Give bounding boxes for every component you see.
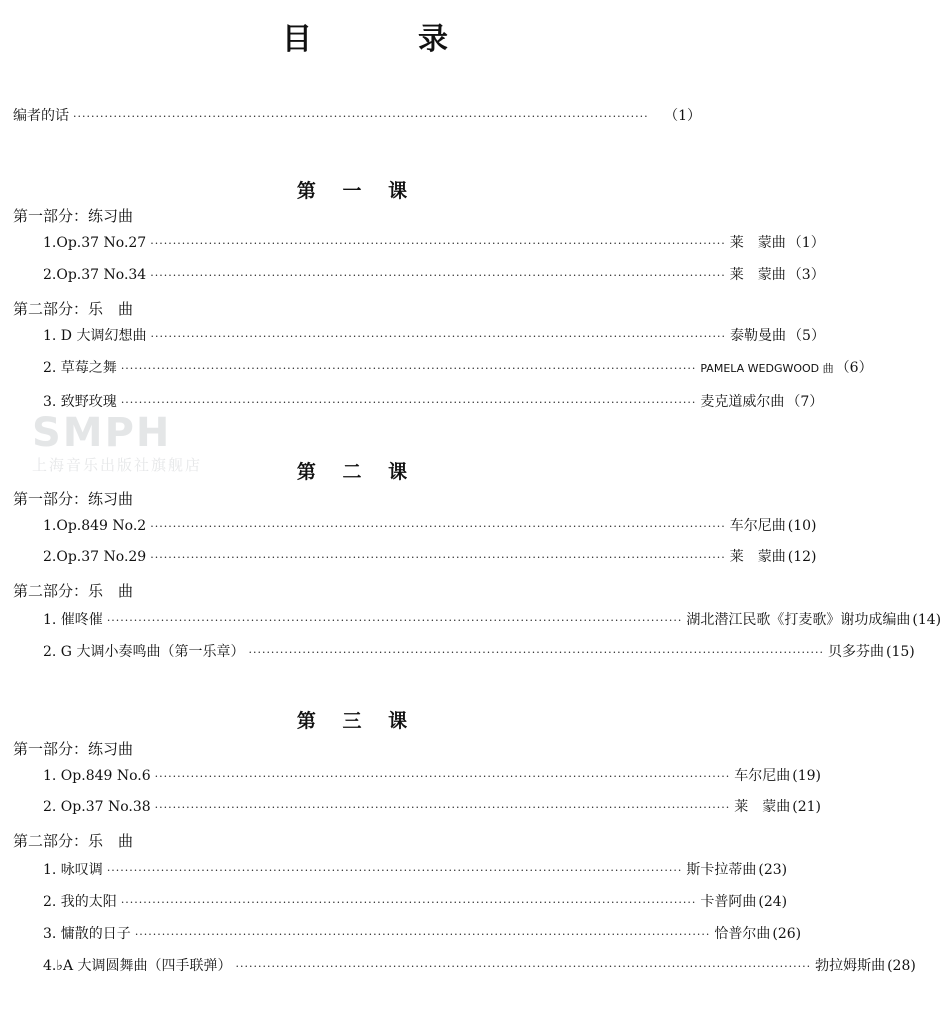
entry-page: （6） <box>835 360 873 376</box>
toc-entry <box>43 358 873 378</box>
dot-leader: ································································································································ <box>154 770 731 783</box>
entry-page: （3） <box>787 267 825 283</box>
dot-leader: ································································································································ <box>120 362 697 375</box>
entry-composer: 勃拉姆斯曲 <box>815 958 886 974</box>
entry-page: (19) <box>792 768 821 784</box>
dot-leader: ································································································································ <box>150 330 727 343</box>
toc-entry <box>43 892 788 912</box>
part-heading: 第一部分：练习曲 <box>13 207 134 225</box>
entry-composer: 湖北潜江民歌《打麦歌》谢功成编曲 <box>686 612 911 628</box>
dot-leader: ································································································································ <box>106 614 683 627</box>
part-heading: 第二部分：乐 曲 <box>13 300 134 318</box>
entry-page: (21) <box>792 799 821 815</box>
toc-entry <box>43 610 941 630</box>
entry-label: 2. Op.37 No.38 <box>43 799 151 815</box>
watermark-logo: SMPH <box>32 410 172 456</box>
entry-label: 4.♭A 大调圆舞曲（四手联弹） <box>43 958 232 974</box>
dot-leader: ································································································································ <box>73 110 649 123</box>
entry-page: (23) <box>758 862 788 878</box>
entry-page: （7） <box>786 394 824 410</box>
toc-entry <box>43 516 817 536</box>
dot-leader: ································································································································ <box>106 864 683 877</box>
entry-composer: 莱 蒙曲 <box>734 799 791 815</box>
toc-entry <box>43 326 825 346</box>
entry-label: 1.Op.849 No.2 <box>43 518 147 534</box>
entry-composer: 斯卡拉蒂曲 <box>686 862 757 878</box>
dot-leader: ································································································································ <box>120 896 697 909</box>
part-heading: 第一部分：练习曲 <box>13 490 134 508</box>
entry-label: 3. 慵散的日子 <box>43 926 131 942</box>
entry-label: 1. 催咚催 <box>43 612 103 628</box>
dot-leader: ································································································································ <box>150 551 726 564</box>
dot-leader: ································································································································ <box>150 237 726 250</box>
entry-label: 1.Op.37 No.27 <box>43 235 147 251</box>
entry-page: (15) <box>886 644 915 660</box>
entry-composer: 莱 蒙曲 <box>729 235 786 251</box>
dot-leader: ································································································································ <box>120 396 697 409</box>
watermark-text: 上海音乐出版社旗舰店 <box>32 456 203 474</box>
entry-label: 2. G 大调小奏鸣曲（第一乐章） <box>43 644 245 660</box>
entry-label: 1. D 大调幻想曲 <box>43 328 147 344</box>
entry-composer: 车尔尼曲 <box>734 768 791 784</box>
entry-page: (28) <box>887 958 916 974</box>
entry-label: 编者的话 <box>13 108 69 124</box>
lesson-heading: 第 三 课 <box>296 710 418 732</box>
entry-page: （1） <box>664 108 701 124</box>
lesson-heading: 第 二 课 <box>296 461 418 483</box>
toc-entry <box>43 860 788 880</box>
toc-entry <box>43 766 821 786</box>
toc-entry-preface <box>13 106 701 126</box>
toc-entry <box>43 956 916 976</box>
entry-composer: 卡普阿曲 <box>700 894 757 910</box>
toc-entry <box>43 642 915 662</box>
entry-composer: 恰普尔曲 <box>714 926 771 942</box>
page-title: 目 录 <box>282 22 486 57</box>
entry-label: 2.Op.37 No.34 <box>43 267 147 283</box>
part-heading: 第一部分：练习曲 <box>13 740 134 758</box>
entry-composer: PAMELA WEDGWOOD 曲 <box>700 362 834 375</box>
entry-label: 2. 草莓之舞 <box>43 360 117 376</box>
entry-page: (10) <box>787 518 817 534</box>
dot-leader: ································································································································ <box>150 520 726 533</box>
entry-page: (14) <box>912 612 941 628</box>
toc-entry <box>43 547 817 567</box>
dot-leader: ································································································································ <box>154 801 731 814</box>
dot-leader: ································································································································ <box>134 928 711 941</box>
toc-entry <box>43 233 825 253</box>
entry-page: (26) <box>772 926 802 942</box>
toc-entry <box>43 392 824 412</box>
entry-composer: 泰勒曼曲 <box>730 328 787 344</box>
entry-composer: 车尔尼曲 <box>729 518 786 534</box>
toc-entry <box>43 797 821 817</box>
entry-label: 1. Op.849 No.6 <box>43 768 151 784</box>
entry-label: 1. 咏叹调 <box>43 862 103 878</box>
lesson-heading: 第 一 课 <box>296 180 418 202</box>
toc-entry <box>43 924 802 944</box>
toc-entry <box>43 265 825 285</box>
entry-composer: 莱 蒙曲 <box>729 549 786 565</box>
part-heading: 第二部分：乐 曲 <box>13 832 134 850</box>
entry-label: 3. 致野玫瑰 <box>43 394 117 410</box>
entry-page: (12) <box>787 549 817 565</box>
entry-label: 2. 我的太阳 <box>43 894 117 910</box>
entry-page: (24) <box>758 894 788 910</box>
dot-leader: ································································································································ <box>235 960 812 973</box>
entry-composer: 莱 蒙曲 <box>729 267 786 283</box>
entry-composer: 贝多芬曲 <box>828 644 885 660</box>
dot-leader: ································································································································ <box>150 269 726 282</box>
part-heading: 第二部分：乐 曲 <box>13 582 134 600</box>
dot-leader: ································································································································ <box>248 646 825 659</box>
entry-page: （1） <box>787 235 825 251</box>
entry-page: （5） <box>788 328 825 344</box>
entry-composer: 麦克道威尔曲 <box>700 394 785 410</box>
entry-label: 2.Op.37 No.29 <box>43 549 147 565</box>
